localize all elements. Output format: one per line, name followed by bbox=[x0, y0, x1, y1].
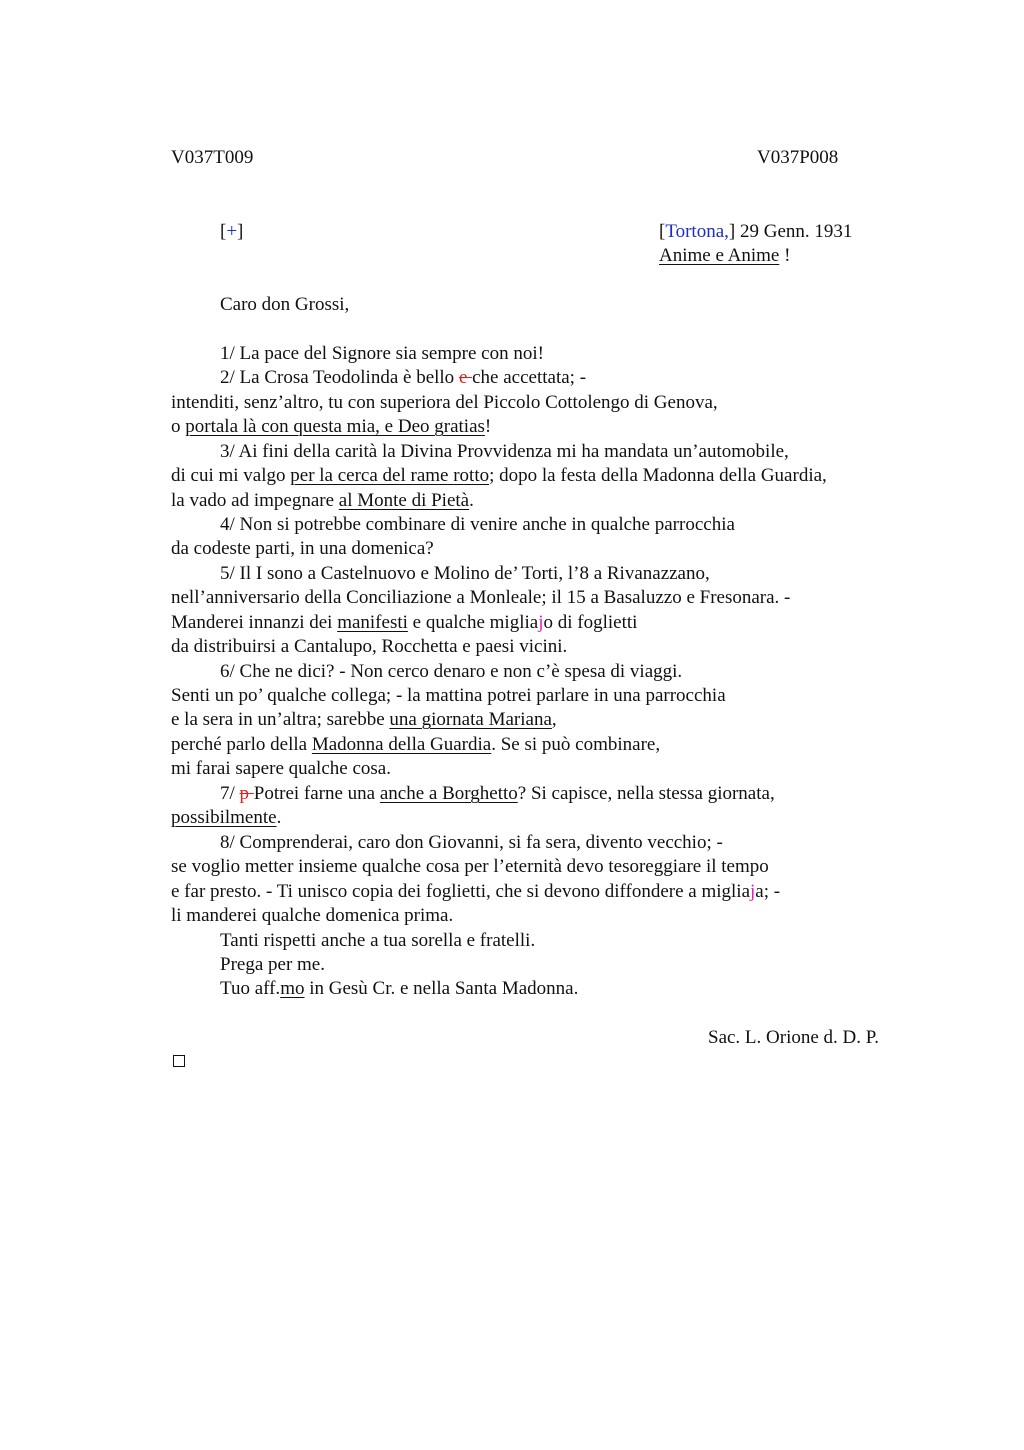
dateline-place: Tortona, bbox=[665, 221, 729, 242]
deleted-text: p bbox=[239, 783, 254, 804]
salutation: Caro don Grossi, bbox=[220, 294, 350, 315]
paragraph-7-line-2: possibilmente. bbox=[171, 807, 282, 828]
paragraph-8-line-1: 8/ Comprenderai, caro don Giovanni, si fa sera, divento vecchio; - bbox=[220, 832, 723, 853]
paragraph-2-line-3: o portala là con questa mia, e Deo gratias! bbox=[171, 416, 492, 437]
paragraph-5-line-2: nell’anniversario della Conciliazione a Monleale; il 15 a Basaluzzo e Fresonara. - bbox=[171, 587, 791, 608]
paragraph-2-line-1: 2/ La Crosa Teodolinda è bello e che accettata; - bbox=[220, 367, 587, 388]
paragraph-3-line-1: 3/ Ai fini della carità la Divina Provvidenza mi ha mandata un’automobile, bbox=[220, 441, 789, 462]
paragraph-5-line-4: da distribuirsi a Cantalupo, Rocchetta e paesi vicini. bbox=[171, 636, 568, 657]
paragraph-4-line-2: da codeste parti, in una domenica? bbox=[171, 538, 434, 559]
cross-mark: [+] bbox=[220, 221, 244, 242]
paragraph-4-line-1: 4/ Non si potrebbe combinare di venire anche in qualche parrocchia bbox=[220, 514, 735, 535]
paragraph-6-line-2: Senti un po’ qualche collega; - la mattina potrei parlare in una parrocchia bbox=[171, 685, 726, 706]
paragraph-7-line-1: 7/ p Potrei farne una anche a Borghetto? Si capisce, nella stessa giornata, bbox=[220, 783, 775, 804]
paragraph-6-line-5: mi farai sapere qualche cosa. bbox=[171, 758, 391, 779]
paragraph-6-line-4: perché parlo della Madonna della Guardia. Se si può combinare, bbox=[171, 734, 661, 755]
paragraph-5-line-3: Manderei innanzi dei manifesti e qualche migliajo di foglietti bbox=[171, 612, 638, 633]
paragraph-1: 1/ La pace del Signore sia sempre con noi! bbox=[220, 343, 544, 364]
paragraph-3-line-3: la vado ad impegnare al Monte di Pietà. bbox=[171, 490, 474, 511]
paragraph-8-line-4: li manderei qualche domenica prima. bbox=[171, 905, 454, 926]
paragraph-3-line-2: di cui mi valgo per la cerca del rame rotto; dopo la festa della Madonna della Guardia, bbox=[171, 465, 827, 486]
closing-line-2: Prega per me. bbox=[220, 954, 325, 975]
deleted-text: e bbox=[458, 367, 473, 388]
motto: Anime e Anime ! bbox=[659, 245, 791, 266]
document-code-left: V037T009 bbox=[171, 147, 254, 168]
paragraph-6-line-3: e la sera in un’altra; sarebbe una giornata Mariana, bbox=[171, 709, 557, 730]
paragraph-8-line-3: e far presto. - Ti unisco copia dei foglietti, che si devono diffondere a migliaja; - bbox=[171, 881, 781, 902]
added-letter: j bbox=[750, 881, 756, 902]
end-square-icon bbox=[173, 1055, 185, 1067]
document-code-right: V037P008 bbox=[757, 147, 839, 168]
paragraph-6-line-1: 6/ Che ne dici? - Non cerco denaro e non c’è spesa di viaggi. bbox=[220, 661, 683, 682]
paragraph-2-line-2: intenditi, senz’altro, tu con superiora del Piccolo Cottolengo di Genova, bbox=[171, 392, 718, 413]
dateline: [Tortona,] 29 Genn. 1931 bbox=[659, 221, 853, 242]
closing-line-3: Tuo aff.mo in Gesù Cr. e nella Santa Madonna. bbox=[220, 978, 579, 999]
added-letter: j bbox=[538, 612, 544, 633]
closing-line-1: Tanti rispetti anche a tua sorella e fratelli. bbox=[220, 930, 536, 951]
paragraph-8-line-2: se voglio metter insieme qualche cosa per l’eternità devo tesoreggiare il tempo bbox=[171, 856, 769, 877]
signature: Sac. L. Orione d. D. P. bbox=[708, 1027, 879, 1048]
paragraph-5-line-1: 5/ Il I sono a Castelnuovo e Molino de’ Torti, l’8 a Rivanazzano, bbox=[220, 563, 710, 584]
cross-icon: + bbox=[226, 221, 238, 242]
